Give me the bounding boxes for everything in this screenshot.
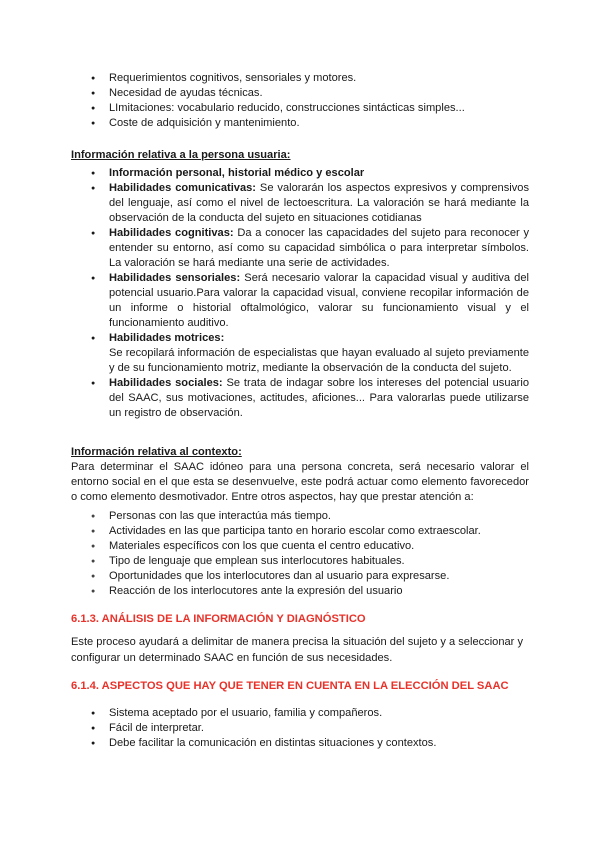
- item-text: Da a conocer las capacidades del sujeto para reconocer y entender su entorno, así como su capacidad simbólica o para interpretar símbolos. La valoración se hará mediante una serie de actividades.: [109, 227, 529, 269]
- item-label: Habilidades cognitivas:: [109, 227, 234, 239]
- list-item: [71, 226, 529, 271]
- list-item: ● Actividades en las que participa tanto en horario escolar como extraescolar.: [71, 524, 529, 539]
- list-item: [71, 271, 529, 331]
- section-614-list: [71, 706, 529, 751]
- list-item: [71, 331, 529, 376]
- section-614-heading: 6.1.4. ASPECTOS QUE HAY QUE TENER EN CUENTA EN LA ELECCIÓN DEL SAAC: [71, 680, 509, 692]
- list-item: ● Debe facilitar la comunicación en distintas situaciones y contextos.: [71, 736, 529, 751]
- list-item: ● Sistema aceptado por el usuario, familia y compañeros.: [71, 706, 529, 721]
- list-item: [71, 181, 529, 226]
- item-text: Se valorarán los aspectos expresivos y comprensivos del lenguaje, así como el nivel de lectoescritura. La valoración se hará mediante la observación de la conducta del sujeto en situaciones cotidianas: [109, 182, 529, 224]
- item-label: Información personal, historial médico y escolar: [109, 167, 365, 179]
- section-613-heading: 6.1.3. ANÁLISIS DE LA INFORMACIÓN Y DIAGNÓSTICO: [71, 613, 366, 625]
- item-text: Se trata de indagar sobre los intereses del potencial usuario del SAAC, sus motivaciones, actitudes, aficiones... Para valorarlas puede utilizarse un registro de observación.: [109, 377, 529, 419]
- list-item: ● Oportunidades que los interlocutores dan al usuario para expresarse.: [71, 569, 529, 584]
- item-label: Habilidades sensoriales:: [109, 272, 241, 284]
- list-item: ● Necesidad de ayudas técnicas.: [71, 86, 529, 101]
- contexto-paragraph: Para determinar el SAAC idóneo para una persona concreta, será necesario valorar el entorno social en el que esta se desenvuelve, este podrá actuar como elemento favorecedor o como elemento desmotivador. Entre otros aspectos, hay que prestar atención a:: [71, 461, 529, 503]
- item-text: Será necesario valorar la capacidad visual y auditiva del potencial usuario.Para valorar la capacidad visual, conviene recopilar información de un informe o historial oftalmológico, valorar su funcionamiento visual y el funcionamiento auditivo.: [109, 272, 529, 329]
- list-item: ● Fácil de interpretar.: [71, 721, 529, 736]
- list-item: ● LImitaciones: vocabulario reducido, construcciones sintácticas simples...: [71, 101, 529, 116]
- item-text: Se recopilará información de especialistas que hayan evaluado al sujeto previamente y de su funcionamiento motriz, mediante la observación de la conducta del sujeto.: [109, 347, 529, 374]
- list-item: ● Personas con las que interactúa más tiempo.: [71, 509, 529, 524]
- item-label: Habilidades sociales:: [109, 377, 223, 389]
- list-item: ● Tipo de lenguaje que emplean sus interlocutores habituales.: [71, 554, 529, 569]
- item-label: Habilidades motrices:: [109, 332, 225, 344]
- list-item: [71, 166, 529, 181]
- persona-list: [71, 166, 529, 421]
- section-613-paragraph: Este proceso ayudará a delimitar de manera precisa la situación del sujeto y a seleccionar y configurar un determinado SAAC en función de sus necesidades.: [71, 636, 523, 664]
- list-item: ● Coste de adquisición y mantenimiento.: [71, 116, 529, 131]
- list-item: [71, 376, 529, 421]
- list-item: ● Reacción de los interlocutores ante la expresión del usuario: [71, 584, 529, 599]
- list-item: ● Materiales específicos con los que cuenta el centro educativo.: [71, 539, 529, 554]
- persona-heading: Información relativa a la persona usuaria:: [71, 149, 291, 161]
- contexto-list: [71, 509, 529, 599]
- item-label: Habilidades comunicativas:: [109, 182, 256, 194]
- requirements-list: [71, 71, 529, 131]
- contexto-heading: Información relativa al contexto:: [71, 446, 242, 458]
- list-item: ● Requerimientos cognitivos, sensoriales y motores.: [71, 71, 529, 86]
